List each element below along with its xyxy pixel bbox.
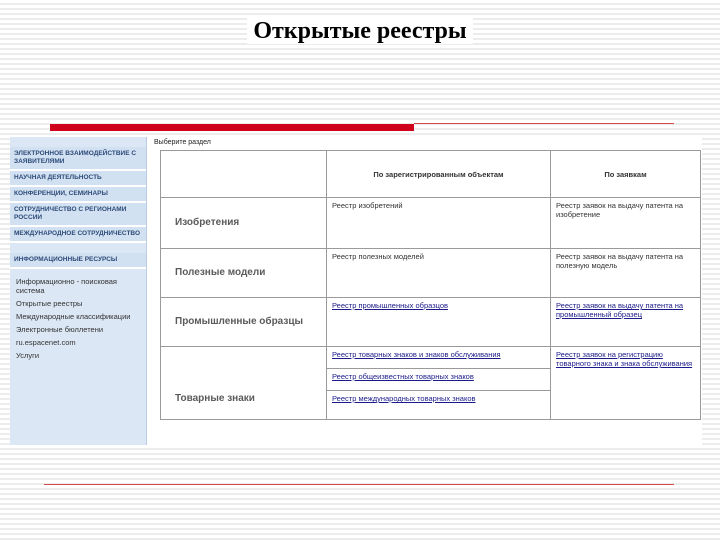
sidebar-item-info-resources[interactable]: ИНФОРМАЦИОННЫЕ РЕСУРСЫ xyxy=(10,253,146,269)
sidebar xyxy=(10,137,147,445)
page-title: Открытые реестры xyxy=(247,18,472,44)
registers-table xyxy=(160,150,701,420)
sidebar-item-international[interactable]: МЕЖДУНАРОДНОЕ СОТРУДНИЧЕСТВО xyxy=(10,227,146,243)
category-inventions: Изобретения xyxy=(161,198,327,249)
link-inventions-applications[interactable]: Реестр заявок на выдачу патента на изобретение xyxy=(556,201,684,219)
accent-bar xyxy=(50,124,414,131)
link-trademarks-applications[interactable]: Реестр заявок на регистрацию товарного знака и знака обслуживания xyxy=(556,350,693,368)
sidebar-subitem-bulletins[interactable]: Электронные бюллетени xyxy=(16,325,104,334)
table-row xyxy=(161,298,701,347)
sidebar-subitem-espacenet[interactable]: ru.espacenet.com xyxy=(16,338,76,347)
sidebar-subitem-search-system[interactable]: Информационно - поисковая система xyxy=(16,277,117,295)
sidebar-subitem-services[interactable]: Услуги xyxy=(16,351,40,360)
link-well-known-trademarks-register[interactable]: Реестр общеизвестных товарных знаков xyxy=(332,372,474,381)
header-applications: По заявкам xyxy=(551,151,701,198)
top-divider xyxy=(414,123,674,124)
bottom-divider xyxy=(44,484,674,485)
link-international-trademarks-register[interactable]: Реестр международных товарных знаков xyxy=(332,394,476,403)
cell-applications xyxy=(551,249,701,298)
sidebar-item-science[interactable]: НАУЧНАЯ ДЕЯТЕЛЬНОСТЬ xyxy=(10,171,146,187)
link-trademarks-register[interactable]: Реестр товарных знаков и знаков обслуживания xyxy=(332,350,501,359)
table-row xyxy=(161,347,701,420)
cell-applications xyxy=(551,347,701,420)
link-utility-models-register[interactable]: Реестр полезных моделей xyxy=(332,252,424,261)
sidebar-subitem-classifications[interactable]: Международные классификации xyxy=(16,312,131,321)
header-empty xyxy=(161,151,327,198)
section-select-label: Выберите раздел xyxy=(154,139,211,146)
slide-title xyxy=(0,18,720,45)
category-utility-models: Полезные модели xyxy=(161,249,327,298)
website-screenshot xyxy=(10,137,702,445)
cell-objects xyxy=(327,249,551,298)
link-industrial-designs-register[interactable]: Реестр промышленных образцов xyxy=(332,301,449,310)
category-trademarks: Товарные знаки xyxy=(161,347,327,420)
cell-objects xyxy=(327,198,551,249)
header-objects: По зарегистрированным объектам xyxy=(327,151,551,198)
category-industrial-designs: Промышленные образцы xyxy=(161,298,327,347)
link-inventions-register[interactable]: Реестр изобретений xyxy=(332,201,403,210)
cell-objects xyxy=(327,298,551,347)
sidebar-item-regions[interactable]: СОТРУДНИЧЕСТВО С РЕГИОНАМИ РОССИИ xyxy=(10,203,146,227)
link-industrial-designs-applications[interactable]: Реестр заявок на выдачу патента на промышленный образец xyxy=(556,301,684,319)
sidebar-item-e-interaction[interactable]: ЭЛЕКТРОННОЕ ВЗАИМОДЕЙСТВИЕ С ЗАЯВИТЕЛЯМИ xyxy=(10,147,146,171)
cell-applications xyxy=(551,198,701,249)
link-utility-models-applications[interactable]: Реестр заявок на выдачу патента на полезную модель xyxy=(556,252,684,270)
table-row xyxy=(161,198,701,249)
cell-objects xyxy=(327,347,551,420)
cell-applications xyxy=(551,298,701,347)
sidebar-subitem-open-registers[interactable]: Открытые реестры xyxy=(16,299,83,308)
table-header-row xyxy=(161,151,701,198)
sidebar-item-conferences[interactable]: КОНФЕРЕНЦИИ, СЕМИНАРЫ xyxy=(10,187,146,203)
table-row xyxy=(161,249,701,298)
